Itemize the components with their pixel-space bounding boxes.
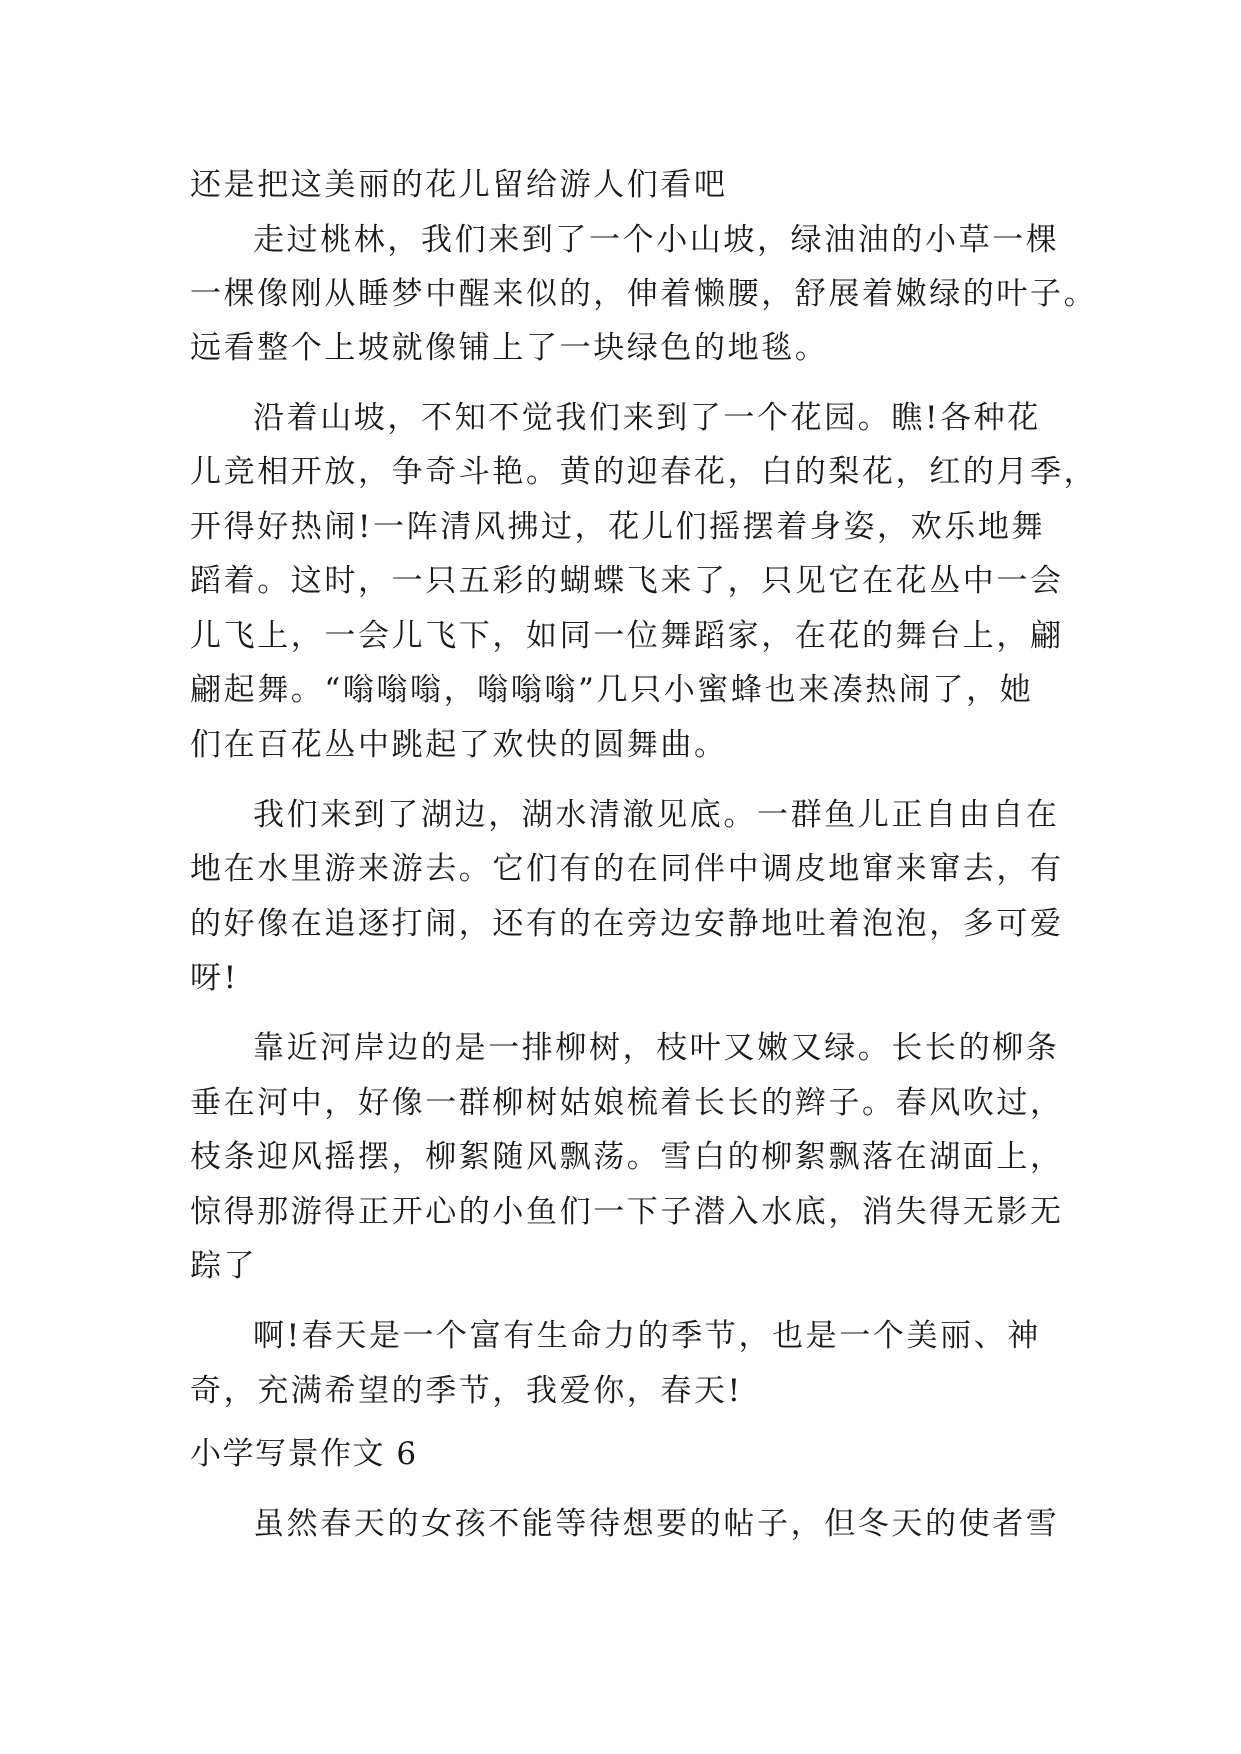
text-line: 远看整个上坡就像铺上了一块绿色的地毯。: [190, 330, 829, 366]
paragraph-start-line: 啊!春天是一个富有生命力的季节，也是一个美丽、神: [253, 1318, 1041, 1354]
text-line: 还是把这美丽的花儿留给游人们看吧: [190, 167, 728, 203]
paragraph-start-line: 走过桃林，我们来到了一个小山坡，绿油油的小草一棵: [253, 222, 1060, 258]
text-line: 呀!: [190, 960, 239, 996]
text-line: 一棵像刚从睡梦中醒来似的，伸着懒腰，舒展着嫩绿的叶子。: [190, 276, 1098, 312]
text-line: 奇，充满希望的季节，我爱你，春天!: [190, 1373, 743, 1409]
text-line: 的好像在追逐打闹，还有的在旁边安静地吐着泡泡，多可爱: [190, 906, 1064, 942]
text-line: 儿飞上，一会儿飞下，如同一位舞蹈家，在花的舞台上，翩: [190, 618, 1064, 654]
section-heading: 小学写景作文 6: [190, 1436, 418, 1472]
text-line: 蹈着。这时，一只五彩的蝴蝶飞来了，只见它在花丛中一会: [190, 563, 1064, 599]
text-line: 踪了: [190, 1248, 258, 1284]
text-line: 儿竞相开放，争奇斗艳。黄的迎春花，白的梨花，红的月季，: [190, 454, 1098, 490]
paragraph-start-line: 沿着山坡，不知不觉我们来到了一个花园。瞧!各种花: [253, 400, 1041, 436]
text-line: 枝条迎风摇摆，柳絮随风飘荡。雪白的柳絮飘落在湖面上，: [190, 1139, 1064, 1175]
text-line: 地在水里游来游去。它们有的在同伴中调皮地窜来窜去，有: [190, 851, 1064, 887]
paragraph-start-line: 我们来到了湖边，湖水清澈见底。一群鱼儿正自由自在: [253, 797, 1060, 833]
text-line: 翩起舞。“嗡嗡嗡，嗡嗡嗡”几只小蜜蜂也来凑热闹了，她: [190, 672, 1034, 708]
text-line: 开得好热闹!一阵清风拂过，花儿们摇摆着身姿，欢乐地舞: [190, 509, 1046, 545]
paragraph-start-line: 靠近河岸边的是一排柳树，枝叶又嫩又绿。长长的柳条: [253, 1030, 1060, 1066]
text-line: 们在百花丛中跳起了欢快的圆舞曲。: [190, 727, 728, 763]
paragraph-start-line: 虽然春天的女孩不能等待想要的帖子，但冬天的使者雪: [253, 1506, 1060, 1542]
text-line: 惊得那游得正开心的小鱼们一下子潜入水底，消失得无影无: [190, 1194, 1064, 1230]
text-line: 垂在河中，好像一群柳树姑娘梳着长长的辫子。春风吹过，: [190, 1085, 1064, 1121]
